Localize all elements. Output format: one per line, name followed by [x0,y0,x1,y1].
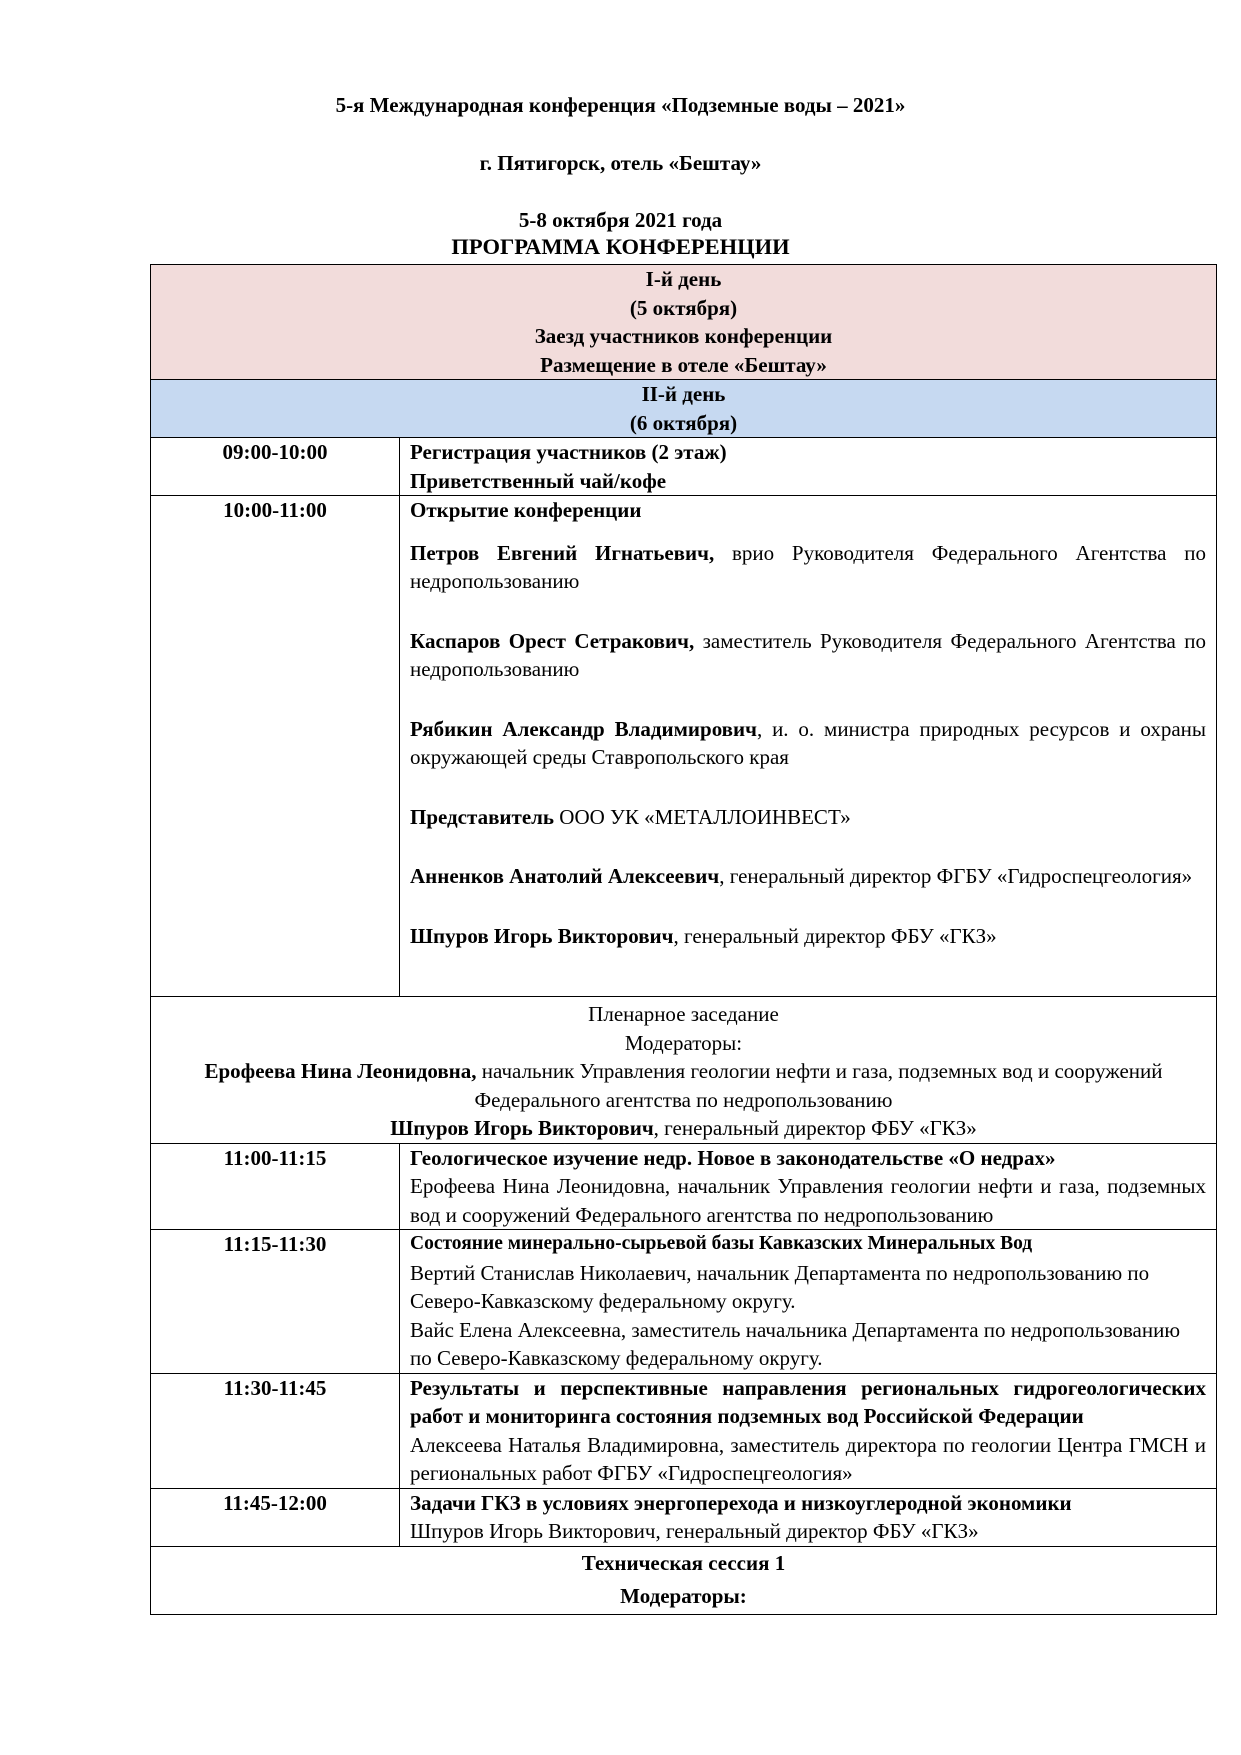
plenary-moderators-label: Модераторы: [624,1030,743,1055]
desc-cell [400,438,1217,496]
time-cell: 11:30-11:45 [151,1373,400,1488]
day1-arrival: Заезд участников конференции [534,324,833,348]
time-cell: 11:15-11:30 [151,1230,400,1374]
tech-session-moderators-label: Модераторы: [620,1584,747,1608]
talk-title: Задачи ГКЗ в условиях энергоперехода и низкоуглеродной экономики [410,1490,1072,1515]
opening-title: Открытие конференции [410,498,642,522]
program-table [150,264,1217,1615]
table-row [151,496,1217,997]
desc-cell [400,1488,1217,1546]
program-heading: ПРОГРАММА КОНФЕРЕНЦИИ [451,234,790,259]
moderator-role: начальник Управления геологии нефти и газа, подземных вод и сооружений Федерального агентства по недропользованию [474,1059,1163,1112]
moderator-item [171,1057,1196,1114]
table-row [151,438,1217,496]
moderator-role: , генеральный директор ФБУ «ГКЗ» [653,1116,977,1140]
table-row [151,1373,1217,1488]
desc-cell [400,496,1217,997]
talk-title: Результаты и перспективные направления региональных гидрогеологических работ и мониторинга состояния подземных вод Российской Федерации [410,1375,1206,1428]
speaker-item [410,803,1206,832]
time-cell: 09:00-10:00 [151,438,400,496]
plenary-title: Пленарное заседание [588,1002,779,1026]
speaker-item [410,862,1206,891]
plenary-cell [151,997,1217,1144]
talk-speaker: Алексеева Наталья Владимировна, заместитель директора по геологии Центра ГМСН и региональных работ ФГБУ «Гидроспецгеология» [410,1432,1206,1485]
day1-accommodation: Размещение в отеле «Бештау» [540,352,827,377]
conference-location: г. Пятигорск, отель «Бештау» [479,151,762,175]
speaker-name: Шпуров Игорь Викторович [410,923,674,948]
plenary-row [151,997,1217,1144]
speaker-item [410,922,1206,951]
speaker-item [410,539,1206,596]
table-row [151,1488,1217,1546]
talk-speaker: Вайс Елена Алексеевна, заместитель начальника Департамента по недропользованию по Северо-Кавказскому федеральному округу. [410,1317,1181,1370]
time-cell: 11:00-11:15 [151,1143,400,1230]
day2-title: II-й день [641,382,726,406]
speaker-role: , генеральный директор ФГБУ «Гидроспецгеология» [719,864,1193,888]
day2-row [151,380,1217,438]
day1-cell [151,265,1217,380]
speaker-role: , генеральный директор ФБУ «ГКЗ» [673,923,997,948]
table-row [151,1143,1217,1230]
speaker-name: Каспаров Орест Сетракович, [410,628,695,653]
speaker-name: Рябикин Александр Владимирович [410,716,757,741]
speaker-name: Анненков Анатолий Алексеевич [410,864,720,888]
speaker-role: , и. о. министра природных ресурсов и охраны окружающей среды Ставропольского края [410,716,1206,769]
desc-cell [400,1373,1217,1488]
moderator-name: Ерофеева Нина Леонидовна, [204,1059,477,1083]
speaker-role: заместитель Руководителя Федерального Агентства по недропользованию [410,628,1206,681]
talk-title: Геологическое изучение недр. Новое в законодательстве «О недрах» [410,1145,1056,1170]
registration-text: Регистрация участников (2 этаж) [410,440,727,464]
moderator-name: Шпуров Игорь Викторович [390,1116,654,1140]
moderator-item [171,1114,1196,1143]
speaker-item [410,715,1206,772]
talk-title: Состояние минерально-сырьевой базы Кавказских Минеральных Вод [410,1233,1033,1254]
talk-speaker: Ерофеева Нина Леонидовна, начальник Управления геологии нефти и газа, подземных вод и сооружений Федерального агентства по недропользованию [410,1174,1206,1227]
speaker-role: ООО УК «МЕТАЛЛОИНВЕСТ» [554,804,851,829]
day2-cell [151,380,1217,438]
talk-speaker: Шпуров Игорь Викторович, генеральный директор ФБУ «ГКЗ» [410,1519,979,1543]
speaker-name: Представитель [410,804,555,829]
table-row [151,1230,1217,1374]
speaker-item [410,627,1206,684]
desc-cell [400,1230,1217,1374]
speaker-name: Петров Евгений Игнатьевич, [410,540,715,565]
talk-speaker: Вертий Станислав Николаевич, начальник Департамента по недропользованию по Северо-Кавказскому федеральному округу. [410,1260,1150,1313]
conference-dates: 5-8 октября 2021 года [518,208,723,232]
speaker-role: врио Руководителя Федерального Агентства по недропользованию [410,540,1206,593]
day1-date: (5 октября) [629,295,738,320]
tech-session-cell [151,1546,1217,1614]
tech-session-row [151,1546,1217,1614]
welcome-tea-text: Приветственный чай/кофе [410,468,667,493]
tech-session-title: Техническая сессия 1 [581,1550,786,1575]
conference-title: 5-я Международная конференция «Подземные воды – 2021» [335,93,906,117]
time-cell: 11:45-12:00 [151,1488,400,1546]
day1-title: I-й день [645,267,722,291]
desc-cell [400,1143,1217,1230]
day1-row [151,265,1217,380]
day2-date: (6 октября) [629,410,738,435]
time-cell: 10:00-11:00 [151,496,400,997]
